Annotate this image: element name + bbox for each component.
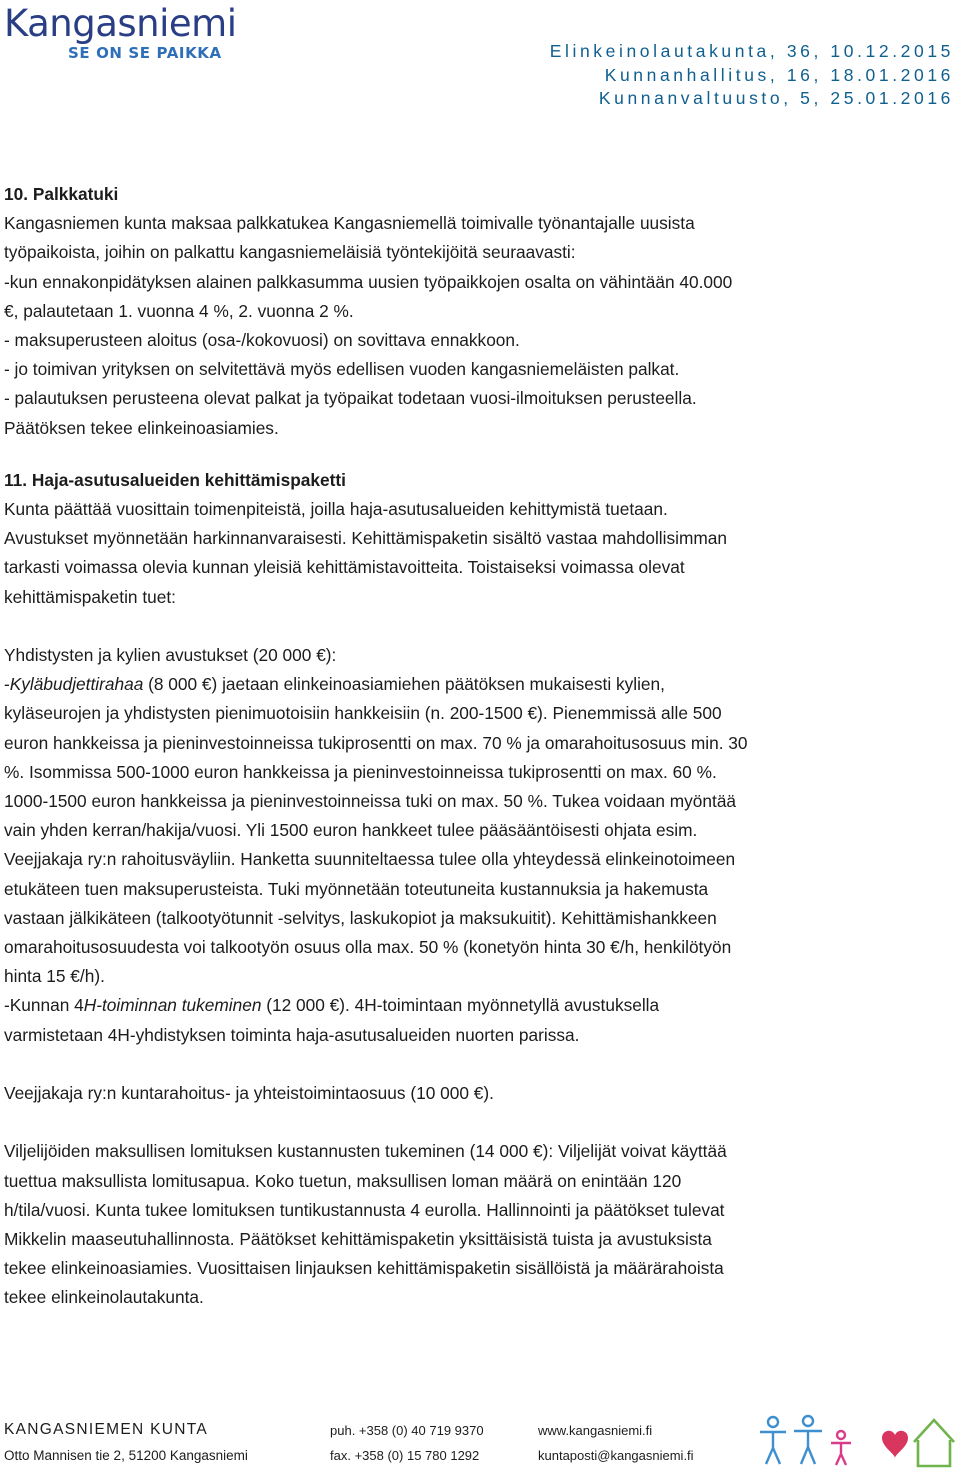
footer-organization: KANGASNIEMEN KUNTA [4,1421,208,1438]
h4-line [4,991,949,1020]
associations-line: %. Isommissa 500-1000 euron hankkeissa ja pieninvestoinneissa tukiprosentti on max. 60 %. [4,761,717,782]
footer-phone: puh. +358 (0) 40 719 9370 [330,1423,484,1438]
meeting-elinkeinolautakunta: Elinkeinolautakunta, 36, 10.12.2015 [549,41,954,61]
kylabudjetti-line [4,670,949,699]
section-11-line: Kunta päättää vuosittain toimenpiteistä, joilla haja-asutusalueiden kehittymistä tuetaan. [4,499,668,520]
figure-blue-head-2 [803,1416,813,1426]
section-10-line: Päätöksen tekee elinkeinoasiamies. [4,417,279,438]
lomitus-line: tekee elinkeinolautakunta. [4,1287,204,1308]
figure-pink-head [837,1431,845,1439]
figure-blue-body [760,1432,786,1464]
section-10-line: - maksuperusteen aloitus (osa-/kokovuosi) on sovittava ennakkoon. [4,330,520,351]
footer-icons [756,1414,956,1468]
section-11-line: Avustukset myönnetään harkinnanvaraisesti. Kehittämispaketin sisältö vastaa mahdollisimman [4,528,727,549]
section-10-line: - palautuksen perusteena olevat palkat ja työpaikat todetaan vuosi-ilmoituksen perusteella. [4,388,697,409]
spacer [4,612,949,641]
associations-line: kyläseurojen ja yhdistysten pienimuotoisiin hankkeisiin (n. 200-1500 €). Pienemmissä alle 500 [4,703,722,724]
house-roof [914,1420,954,1442]
family-icon [760,1416,851,1465]
kylabudjetti-prefix: - [4,674,10,695]
house-icon [914,1420,954,1466]
house-walls [918,1440,950,1466]
associations-line: Veejjakaja ry:n rahoitusväyliin. Hanketta suunniteltaessa tulee olla yhteydessä elinkeinotoimeen [4,849,736,870]
h4-rest: (12 000 €). 4H-toimintaan myönnetyllä avustuksella [261,995,660,1016]
footer-website-link[interactable]: www.kangasniemi.fi [538,1423,653,1438]
section-10-line: työpaikoista, joihin on palkattu kangasniemeläisiä työntekijöitä seuraavasti: [4,242,576,263]
h4-prefix: -Kunnan 4 [4,995,84,1016]
section-11-line: kehittämispaketin tuet: [4,586,176,607]
logo-title: Kangasniemi [4,2,237,45]
meeting-kunnanvaltuusto: Kunnanvaltuusto, 5, 25.01.2016 [598,88,954,108]
section-10-line: €, palautetaan 1. vuonna 4 %, 2. vuonna 2 %. [4,300,354,321]
h4-term: H-toiminnan tukeminen [83,995,262,1016]
lomitus-line: tuettua maksullista lomitusapua. Koko tuetun, maksullisen loman määrä on enintään 120 [4,1170,682,1191]
figure-pink-body [831,1443,851,1465]
veejjakaja-paragraph: Veejjakaja ry:n kuntarahoitus- ja yhteistoimintaosuus (10 000 €). [4,1083,494,1104]
section-10-line: - jo toimivan yrityksen on selvitettävä myös edellisen vuoden kangasniemeläisten palkat. [4,359,680,380]
associations-line: etukäteen tuen maksuperusteista. Tuki myönnetään toteutuneita kustannuksia ja hakemusta [4,878,709,899]
lomitus-line: Viljelijöiden maksullisen lomituksen kustannusten tukeminen (14 000 €): Viljelijät voivat käyttää [4,1141,727,1162]
lomitus-line: Mikkelin maaseutuhallinnosta. Päätökset kehittämispaketin yksittäisistä tuista ja avustuksista [4,1229,712,1250]
section-10-line: Kangasniemen kunta maksaa palkkatukea Kangasniemellä toimivalle työnantajalle uusista [4,213,695,234]
associations-line: vastaan jälkikäteen (talkootyötunnit -selvitys, laskukopiot ja maksukuitit). Kehittämishankkeen [4,907,717,928]
kangasniemi-logo [4,4,304,62]
associations-line: omarahoitusosuudesta voi talkootyön osuus olla max. 50 % (konetyön hinta 30 €/h, henkilötyön [4,937,732,958]
associations-line: hinta 15 €/h). [4,966,105,987]
h4-line-2: varmistetaan 4H-yhdistyksen toiminta haja-asutusalueiden nuorten parissa. [4,1024,580,1045]
associations-title: Yhdistysten ja kylien avustukset (20 000 €): [4,645,337,666]
meeting-kunnanhallitus: Kunnanhallitus, 16, 18.01.2016 [604,64,954,85]
spacer [4,1050,949,1079]
associations-line: vain yhden kerran/hakija/vuosi. Yli 1500 euron hankkeet tulee pääsääntöisesti ohjata esim. [4,820,698,841]
lomitus-line: h/tila/vuosi. Kunta tukee lomituksen tuntikustannusta 4 eurolla. Hallinnointi ja päätökset tulevat [4,1199,725,1220]
footer-address: Otto Mannisen tie 2, 51200 Kangasniemi [4,1448,248,1463]
footer-email-link[interactable]: kuntaposti@kangasniemi.fi [538,1448,694,1463]
heart-icon [882,1431,908,1458]
footer-fax: fax. +358 (0) 15 780 1292 [330,1448,480,1463]
associations-line: 1000-1500 euron hankkeissa ja pieninvestoinneissa tuki on max. 50 %. Tukea voidaan myöntää [4,791,737,812]
figure-blue-body-2 [794,1431,822,1464]
spacer [4,1108,949,1137]
document-body [4,180,949,1313]
page-footer [0,1414,960,1468]
meeting-references [550,40,954,111]
logo-slogan: SE ON SE PAIKKA [68,44,222,62]
kylabudjetti-rest: (8 000 €) jaetaan elinkeinoasiamiehen päätöksen mukaisesti kylien, [143,674,665,695]
figure-blue-head [768,1417,778,1427]
associations-line: euron hankkeissa ja pieninvestoinneissa tukiprosentti on max. 70 % ja omarahoitusosuus min. 30 [4,732,748,753]
section-10-line: -kun ennakonpidätyksen alainen palkkasumma uusien työpaikkojen osalta on vähintään 40.000 [4,271,733,292]
section-11-line: tarkasti voimassa olevia kunnan yleisiä kehittämistavoitteita. Toistaiseksi voimassa olevat [4,557,685,578]
section-10-heading: 10. Palkkatuki [4,184,119,204]
spacer [4,443,949,466]
kylabudjetti-term: Kyläbudjettirahaa [9,674,144,695]
lomitus-line: tekee elinkeinoasiamies. Vuosittaisen linjauksen kehittämispaketin sisällöistä ja määrärahoista [4,1258,724,1279]
section-11-heading: 11. Haja-asutusalueiden kehittämispaketti [4,469,346,490]
